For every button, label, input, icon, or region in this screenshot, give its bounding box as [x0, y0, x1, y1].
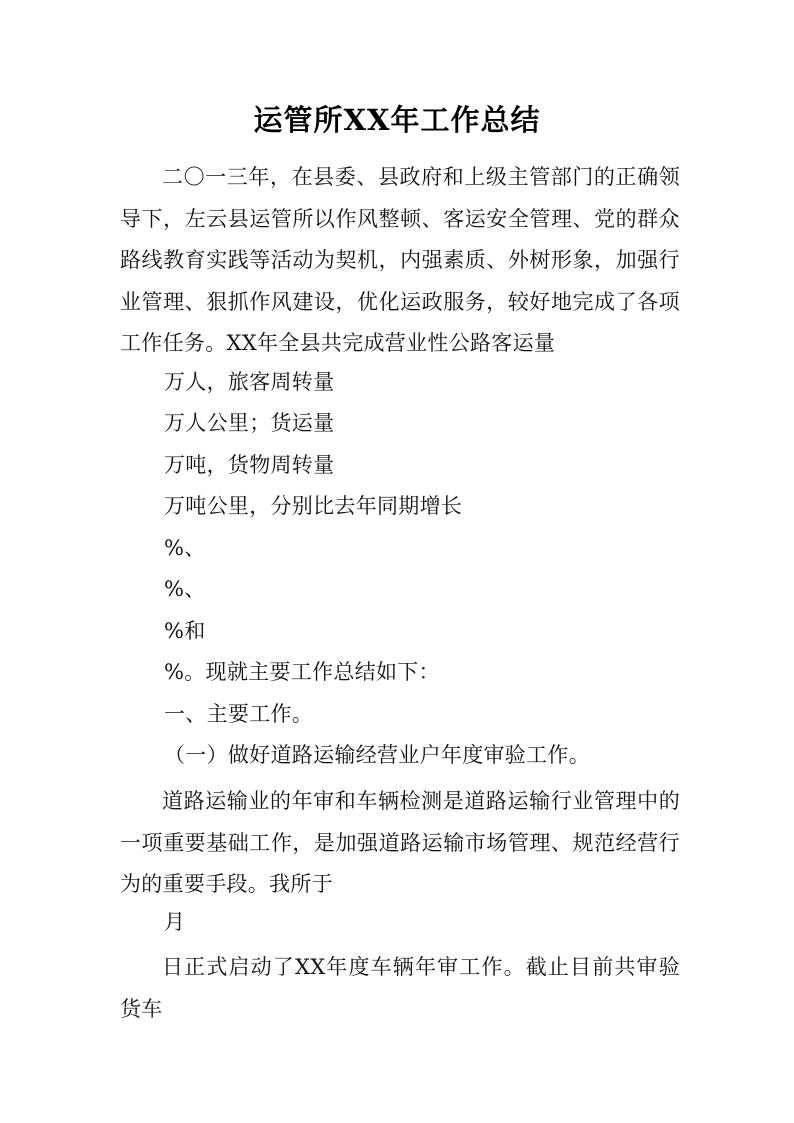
- text-line: 万吨公里，分别比去年同期增长: [164, 494, 463, 518]
- intro-paragraph: 二〇一三年，在县委、县政府和上级主管部门的正确领导下，左云县运管所以作风整顿、客运安全管理、党的群众路线教育实践等活动为契机，内强素质、外树形象，加强行业管理、狠抓作风建设，优化运政服务，较好地完成了各项工作任务。XX年全县共完成营业性公路客运量: [120, 165, 680, 355]
- text-line: %。现就主要工作总结如下：: [164, 660, 440, 684]
- text-line: %、: [164, 536, 206, 560]
- text-line: 万人，旅客周转量: [164, 370, 335, 394]
- text-line: 万人公里；货运量: [164, 411, 335, 435]
- subsection-heading: （一）做好道路运输经营业户年度审验工作。: [164, 743, 590, 767]
- body-paragraph: 道路运输业的年审和车辆检测是道路运输行业管理中的一项重要基础工作，是加强道路运输市场管理、规范经营行为的重要手段。我所于: [120, 789, 680, 896]
- text-line: %、: [164, 577, 206, 601]
- text-line: 月: [164, 910, 186, 934]
- section-heading: 一、主要工作。: [164, 702, 314, 726]
- text-line: %和: [164, 619, 206, 643]
- document-title: 运管所XX年工作总结: [253, 103, 541, 137]
- body-paragraph: 日正式启动了XX年度车辆年审工作。截止目前共审验货车: [120, 955, 680, 1021]
- text-line: 万吨，货物周转量: [164, 453, 335, 477]
